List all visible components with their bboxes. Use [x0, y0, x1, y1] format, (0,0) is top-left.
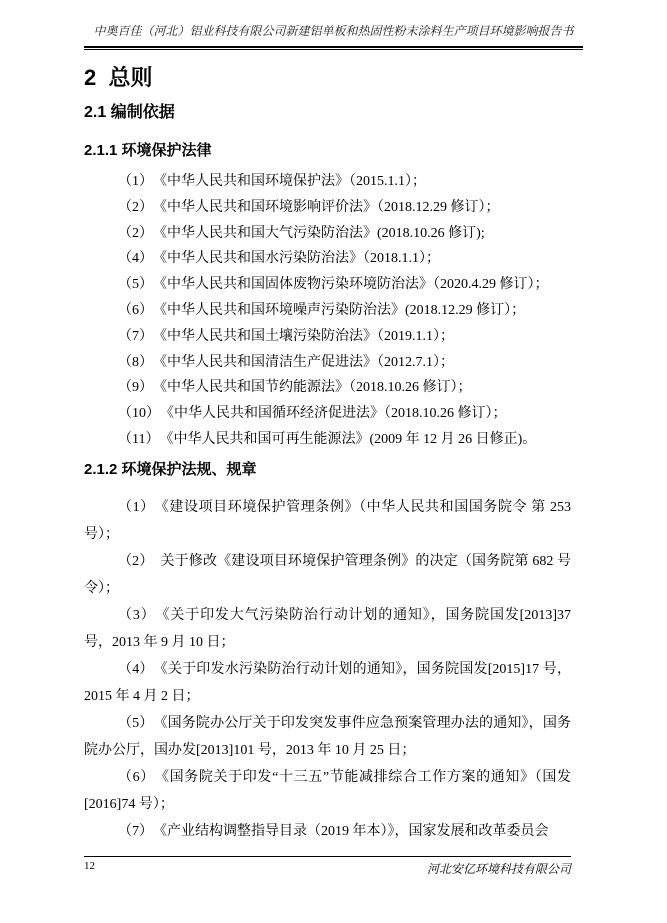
law-item: [84, 350, 571, 376]
item-text: 《中华人民共和国循环经济促进法》（2018.10.26 修订）；: [167, 406, 507, 422]
chapter-heading: 2 总则: [84, 65, 153, 90]
item-number: （2）: [118, 199, 153, 215]
item-text: 《中华人民共和国水污染防治法》（2018.1.1）；: [160, 251, 440, 267]
law-item: [84, 272, 571, 298]
item-text: 《中华人民共和国环境影响评价法》（2018.12.29 修订）；: [160, 199, 500, 215]
page-footer: [84, 856, 571, 877]
header-divider: [84, 46, 583, 50]
item-text: 《中华人民共和国环境保护法》（2015.1.1）；: [160, 174, 426, 189]
item-text: 《国务院办公厅关于印发突发事件应急预案管理办法的通知》，国务院办公厅，国办发[2013]101 号，2013 年 10 月 25 日；: [84, 715, 571, 758]
item-text: 关于修改《建设项目环境保护管理条例》的决定（国务院第 682 号令）；: [84, 553, 571, 596]
subsection-heading-regulations: 2.1.2 环境保护法规、规章: [84, 460, 257, 478]
item-number: （5）: [118, 277, 153, 293]
page-number: 12: [84, 860, 95, 872]
footer-company-name: 河北安亿环境科技有限公司: [426, 862, 571, 876]
law-item: [84, 427, 571, 453]
item-number: （11）: [118, 431, 160, 447]
item-text: 《中华人民共和国清洁生产促进法》（2012.7.1）；: [160, 354, 454, 370]
item-number: （2）: [118, 225, 153, 241]
item-number: （7）: [118, 328, 153, 344]
law-item: [84, 169, 571, 195]
law-item: [84, 221, 571, 247]
item-text: 《中华人民共和国土壤污染防治法》（2019.1.1）；: [160, 328, 454, 344]
item-text: 《关于印发水污染防治行动计划的通知》，国务院国发[2015]17 号，2015 年 4 月 2 日；: [84, 661, 571, 704]
law-item: [84, 298, 571, 324]
law-item: [84, 324, 571, 350]
item-number: （6）: [118, 769, 155, 785]
regulation-item: [84, 602, 571, 656]
regulation-item: [84, 818, 571, 845]
item-number: （9）: [118, 380, 153, 396]
item-number: （4）: [118, 251, 153, 267]
item-text: 《建设项目环境保护管理条例》（中华人民共和国国务院令 第 253 号）；: [84, 499, 571, 542]
item-number: （6）: [118, 302, 153, 318]
regulation-item: [84, 548, 571, 602]
regulation-item: [84, 656, 571, 710]
regulation-item: [84, 710, 571, 764]
item-number: （10）: [118, 406, 160, 422]
subsection-heading-laws: 2.1.1 环境保护法律: [84, 142, 212, 159]
law-item: [84, 195, 571, 221]
item-text: 《中华人民共和国大气污染防治法》(2018.10.26 修订);: [160, 225, 485, 241]
law-item: [84, 246, 571, 272]
item-number: （1）: [118, 174, 153, 189]
item-number: （3）: [118, 607, 156, 623]
item-number: （2）: [118, 553, 154, 569]
item-text: 《关于印发大气污染防治行动计划的通知》，国务院国发[2013]37 号，2013 年 9 月 10 日；: [84, 607, 572, 650]
law-list: [84, 169, 571, 453]
item-number: （4）: [118, 661, 154, 677]
item-text: 《中华人民共和国可再生能源法》(2009 年 12 月 26 日修正)。: [166, 431, 537, 447]
regulation-list: [84, 494, 571, 845]
law-item: [84, 401, 571, 427]
item-number: （1）: [118, 499, 155, 515]
item-text: 《中华人民共和国节约能源法》（2018.10.26 修订）；: [160, 380, 472, 396]
item-text: 《产业结构调整指导目录（2019 年本）》，国家发展和改革委员会: [160, 823, 549, 839]
law-item: [84, 375, 571, 401]
regulation-item: [84, 494, 571, 548]
item-number: （5）: [118, 715, 154, 731]
item-number: （8）: [118, 354, 153, 370]
item-text: 《中华人民共和国固体废物污染环境防治法》（2020.4.29 修订）；: [160, 277, 549, 293]
item-number: （7）: [118, 823, 153, 839]
regulation-item: [84, 764, 571, 818]
page-header-title: 中奥百佳（河北）铝业科技有限公司新建铝单板和热固性粉末涂料生产项目环境影响报告书: [93, 24, 574, 38]
item-text: 《国务院关于印发“十三五”节能减排综合工作方案的通知》（国发[2016]74 号）；: [84, 769, 571, 812]
section-heading: 2.1 编制依据: [84, 104, 175, 121]
item-text: 《中华人民共和国环境噪声污染防治法》(2018.12.29 修订）；: [160, 302, 526, 318]
